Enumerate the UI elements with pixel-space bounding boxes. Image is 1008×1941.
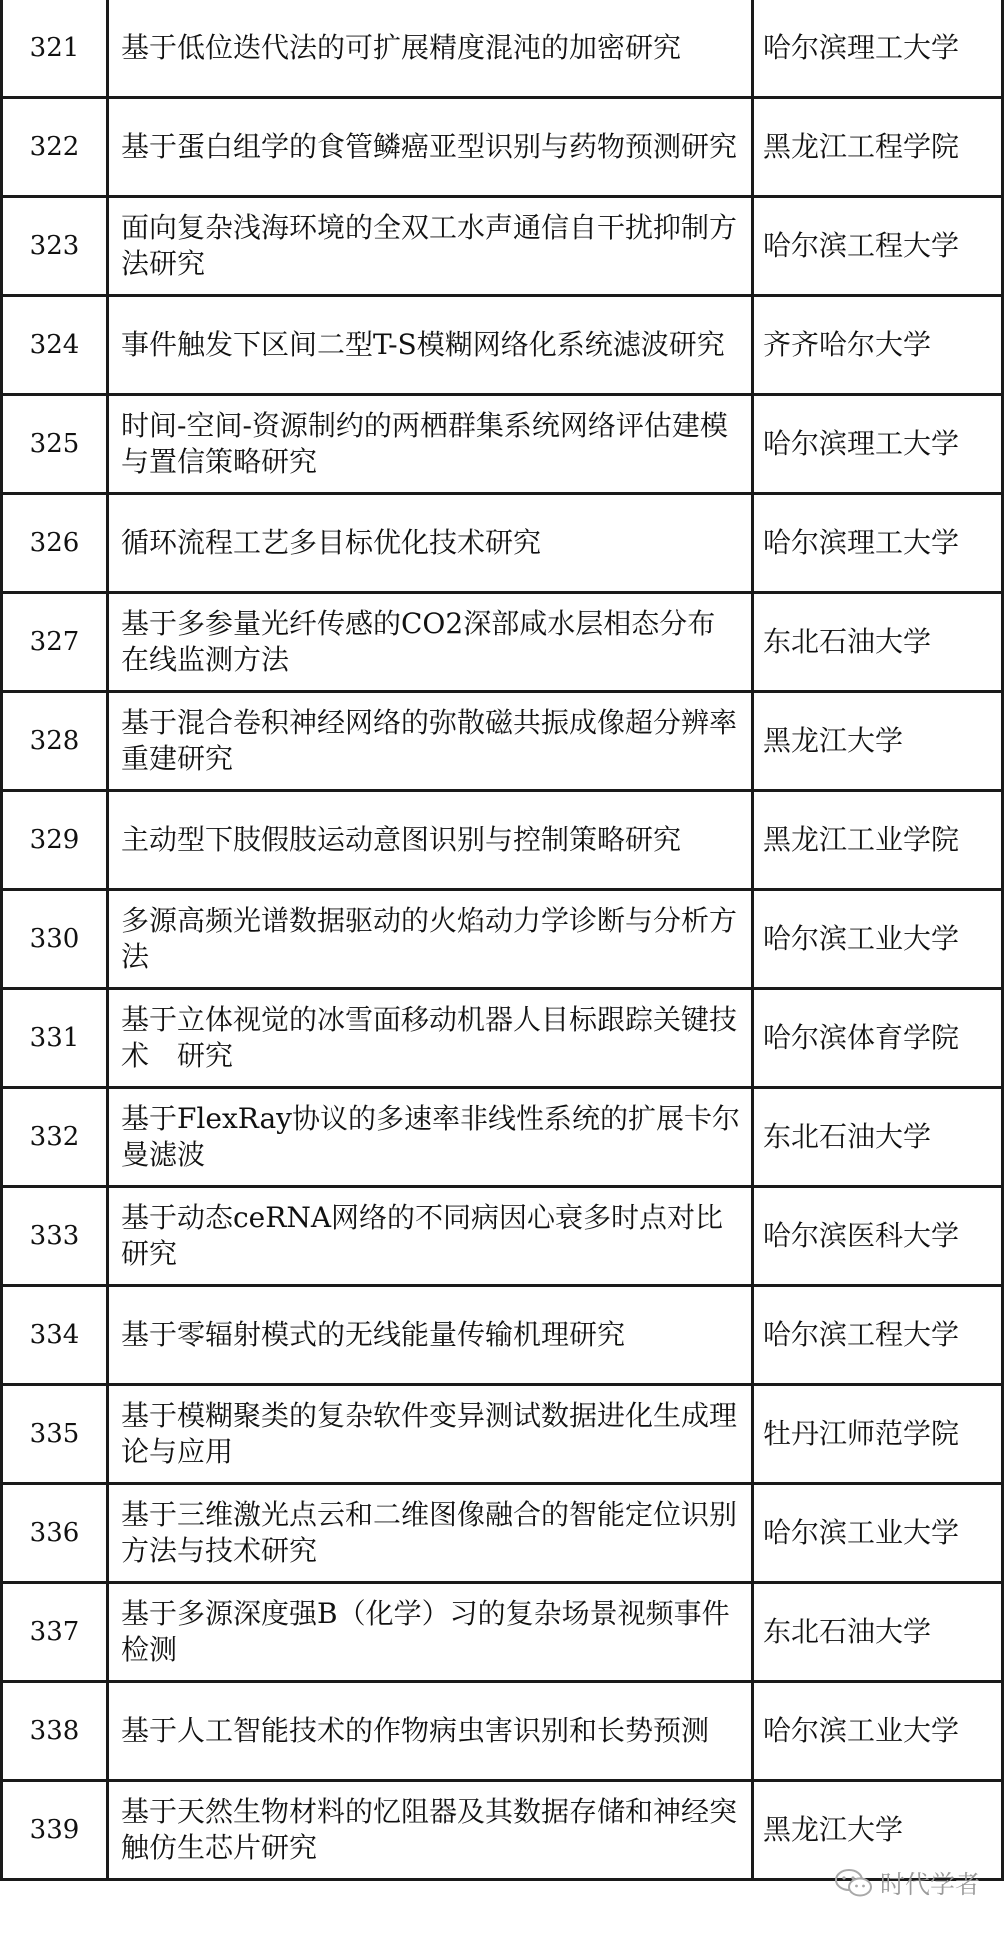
institution-name: 哈尔滨理工大学 [753, 395, 1003, 494]
project-title: 基于零辐射模式的无线能量传输机理研究 [108, 1286, 753, 1385]
institution-name: 黑龙江工程学院 [753, 98, 1003, 197]
project-title: 基于多源深度强B（化学）习的复杂场景视频事件检测 [108, 1583, 753, 1682]
table-row [2, 296, 1003, 395]
project-title: 基于低位迭代法的可扩展精度混沌的加密研究 [108, 0, 753, 98]
table-row [2, 1484, 1003, 1583]
project-title: 基于FlexRay协议的多速率非线性系统的扩展卡尔曼滤波 [108, 1088, 753, 1187]
table-row [2, 1088, 1003, 1187]
row-number: 334 [2, 1286, 108, 1385]
project-title: 主动型下肢假肢运动意图识别与控制策略研究 [108, 791, 753, 890]
table-row [2, 0, 1003, 98]
project-title: 基于多参量光纤传感的CO2深部咸水层相态分布在线监测方法 [108, 593, 753, 692]
row-number: 322 [2, 98, 108, 197]
project-title: 基于三维激光点云和二维图像融合的智能定位识别方法与技术研究 [108, 1484, 753, 1583]
project-title: 基于混合卷积神经网络的弥散磁共振成像超分辨率重建研究 [108, 692, 753, 791]
institution-name: 哈尔滨工程大学 [753, 1286, 1003, 1385]
row-number: 321 [2, 0, 108, 98]
table-row [2, 1385, 1003, 1484]
project-title: 基于天然生物材料的忆阻器及其数据存储和神经突触仿生芯片研究 [108, 1781, 753, 1880]
institution-name: 黑龙江大学 [753, 692, 1003, 791]
table-row [2, 395, 1003, 494]
row-number: 324 [2, 296, 108, 395]
row-number: 323 [2, 197, 108, 296]
project-title: 基于立体视觉的冰雪面移动机器人目标跟踪关键技术 研究 [108, 989, 753, 1088]
table-row [2, 1187, 1003, 1286]
table-row [2, 890, 1003, 989]
institution-name: 齐齐哈尔大学 [753, 296, 1003, 395]
row-number: 335 [2, 1385, 108, 1484]
table-row [2, 1682, 1003, 1781]
wechat-icon [834, 1867, 874, 1899]
institution-name: 黑龙江大学 [753, 1781, 1003, 1880]
watermark [834, 1865, 980, 1901]
project-table-body [2, 0, 1003, 1880]
row-number: 336 [2, 1484, 108, 1583]
institution-name: 哈尔滨工业大学 [753, 1682, 1003, 1781]
row-number: 328 [2, 692, 108, 791]
institution-name: 哈尔滨理工大学 [753, 494, 1003, 593]
project-title: 事件触发下区间二型T-S模糊网络化系统滤波研究 [108, 296, 753, 395]
row-number: 329 [2, 791, 108, 890]
institution-name: 哈尔滨工业大学 [753, 1484, 1003, 1583]
row-number: 330 [2, 890, 108, 989]
institution-name: 东北石油大学 [753, 1583, 1003, 1682]
project-title: 基于蛋白组学的食管鳞癌亚型识别与药物预测研究 [108, 98, 753, 197]
row-number: 333 [2, 1187, 108, 1286]
watermark-text: 时代学者 [879, 1870, 980, 1899]
project-title: 时间-空间-资源制约的两栖群集系统网络评估建模与置信策略研究 [108, 395, 753, 494]
table-row [2, 989, 1003, 1088]
institution-name: 牡丹江师范学院 [753, 1385, 1003, 1484]
table-row [2, 1286, 1003, 1385]
institution-name: 东北石油大学 [753, 1088, 1003, 1187]
row-number: 332 [2, 1088, 108, 1187]
row-number: 339 [2, 1781, 108, 1880]
institution-name: 哈尔滨理工大学 [753, 0, 1003, 98]
project-title: 面向复杂浅海环境的全双工水声通信自干扰抑制方法研究 [108, 197, 753, 296]
table-row [2, 98, 1003, 197]
institution-name: 黑龙江工业学院 [753, 791, 1003, 890]
project-title: 多源高频光谱数据驱动的火焰动力学诊断与分析方法 [108, 890, 753, 989]
table-row [2, 593, 1003, 692]
institution-name: 哈尔滨工程大学 [753, 197, 1003, 296]
institution-name: 哈尔滨体育学院 [753, 989, 1003, 1088]
institution-name: 哈尔滨工业大学 [753, 890, 1003, 989]
project-title: 基于人工智能技术的作物病虫害识别和长势预测 [108, 1682, 753, 1781]
project-title: 基于动态ceRNA网络的不同病因心衰多时点对比研究 [108, 1187, 753, 1286]
row-number: 325 [2, 395, 108, 494]
row-number: 327 [2, 593, 108, 692]
institution-name: 东北石油大学 [753, 593, 1003, 692]
row-number: 338 [2, 1682, 108, 1781]
table-row [2, 1583, 1003, 1682]
table-row [2, 494, 1003, 593]
table-row [2, 197, 1003, 296]
project-title: 循环流程工艺多目标优化技术研究 [108, 494, 753, 593]
row-number: 337 [2, 1583, 108, 1682]
table-row [2, 692, 1003, 791]
project-title: 基于模糊聚类的复杂软件变异测试数据进化生成理论与应用 [108, 1385, 753, 1484]
table-row [2, 791, 1003, 890]
row-number: 326 [2, 494, 108, 593]
institution-name: 哈尔滨医科大学 [753, 1187, 1003, 1286]
row-number: 331 [2, 989, 108, 1088]
